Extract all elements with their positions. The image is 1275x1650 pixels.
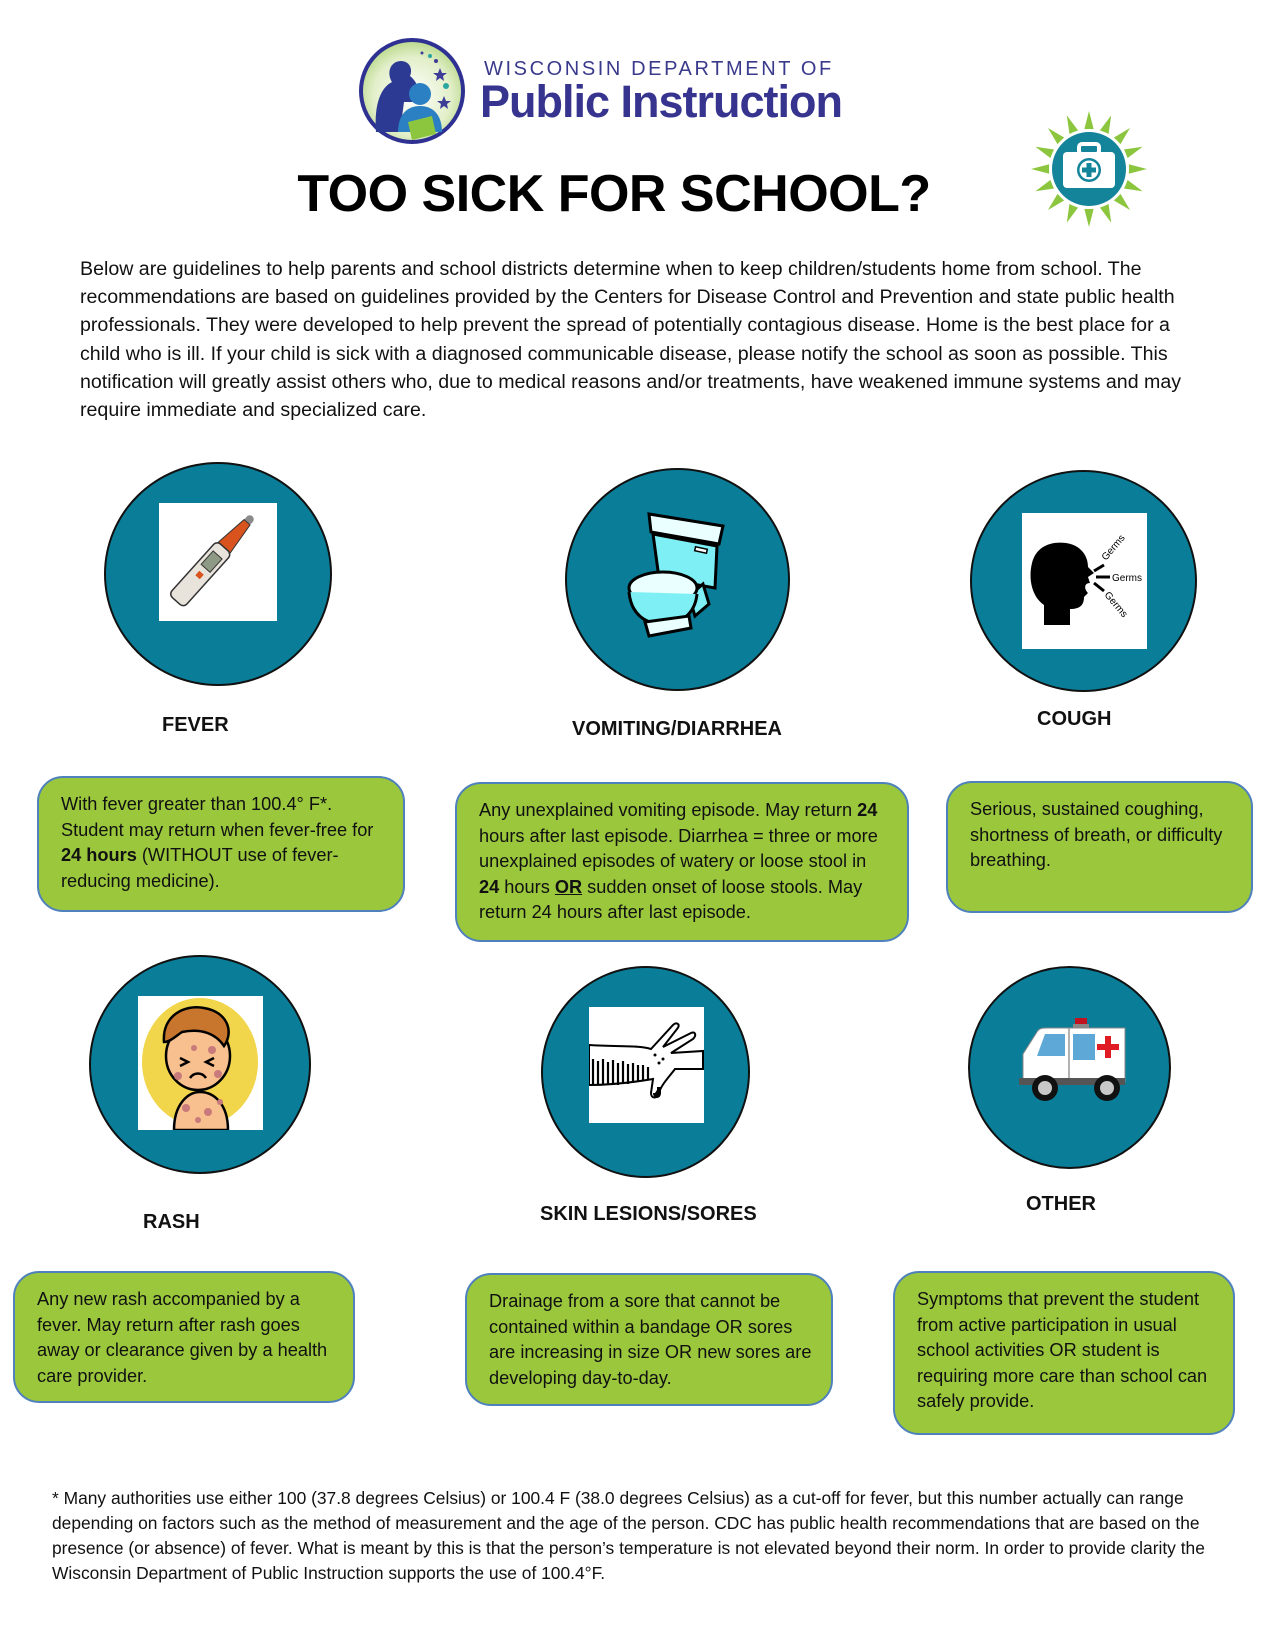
logo-org-name: Public Instruction xyxy=(480,76,843,127)
symptom-box-fever xyxy=(37,776,405,912)
toilet-icon xyxy=(619,504,739,644)
vomit-text-or: OR xyxy=(554,876,583,897)
intro-paragraph: Below are guidelines to help parents and school districts determine when to keep children/students home from school. The recommendations are based on guidelines provided by the Centers for Disease Control and Prevention and state public health professionals. They were developed to help prevent the spread of potentially contagious disease. Home is the best place for a child who is ill. If your child is sick with a diagnosed communicable disease, please notify the school as soon as possible. This notification will greatly assist others who, due to medical reasons and/or treatments, have weakened immune systems and may require immediate and specialized care. xyxy=(80,258,1182,422)
germs-text-1: Germs xyxy=(1099,532,1128,563)
symptom-label-cough: COUGH xyxy=(1037,708,1112,730)
vomit-text-3: hours xyxy=(499,876,555,897)
other-text: Symptoms that prevent the student from active participation in usual school activities OR student is requiring more care than school can safely provide. xyxy=(917,1289,1208,1412)
symptom-label-other: OTHER xyxy=(1026,1193,1096,1215)
fever-text-2: (WITHOUT use of fever-reducing medicine). xyxy=(61,845,339,891)
rash-circle xyxy=(89,955,311,1174)
symptom-label-skin-lesions: SKIN LESIONS/SORES xyxy=(540,1203,757,1225)
badge-ray xyxy=(1084,111,1093,129)
other-circle xyxy=(968,966,1171,1169)
child-with-rash-icon xyxy=(138,996,263,1130)
arm-sores-icon xyxy=(589,1007,704,1123)
vomit-text-bold-2: 24 xyxy=(479,876,500,897)
vomiting-circle xyxy=(565,468,790,691)
coughing-head-icon xyxy=(1022,513,1147,649)
skin-text: Drainage from a sore that cannot be contained within a bandage OR sores are increasing in size OR new sores are developing day-to-day. xyxy=(489,1291,812,1388)
germs-text-3: Germs xyxy=(1101,589,1130,620)
germs-text-2: Germs xyxy=(1112,573,1142,584)
symptom-label-vomiting-diarrhea: VOMITING/DIARRHEA xyxy=(572,718,782,740)
symptom-box-cough xyxy=(946,781,1253,913)
vomit-text-4: sudden onset of loose stools. May return 24 hours after last episode. xyxy=(479,876,863,923)
fever-text-1: With fever greater than 100.4° F*. Student may return when fever-free for xyxy=(61,794,374,840)
symptom-label-fever: FEVER xyxy=(162,714,229,736)
vomit-text-1: Any unexplained vomiting episode. May return xyxy=(479,800,858,820)
symptom-box-rash xyxy=(13,1271,355,1403)
fever-footnote: * Many authorities use either 100 (37.8 degrees Celsius) or 100.4 F (38.0 degrees Celsius) as a cut-off for fever, but this number actually can range depending on factors such as the method of measurement and the age of the person. CDC has public health recommendations that are based on the presence (or absence) of fever. What is meant by this is that the person’s temperature is not elevated beyond their norm. In order to provide clarity the Wisconsin Department of Public Instruction supports the use of 100.4°F. xyxy=(52,1488,1205,1583)
cough-text: Serious, sustained coughing, shortness of breath, or difficulty breathing. xyxy=(970,799,1223,871)
symptom-box-other xyxy=(893,1271,1235,1435)
cough-circle xyxy=(970,470,1197,692)
thermometer-icon xyxy=(159,503,277,621)
rash-text: Any new rash accompanied by a fever. May return after rash goes away or clearance given by a health care provider. xyxy=(37,1289,328,1386)
fever-text-bold: 24 hours xyxy=(61,845,137,866)
skin-lesions-circle xyxy=(541,966,750,1178)
vomit-text-bold-1: 24 xyxy=(857,800,878,820)
vomit-text-2: hours after last episode. Diarrhea = three or more unexplained episodes of watery or loose stool in xyxy=(479,825,878,872)
symptom-box-vomiting-diarrhea xyxy=(455,782,909,942)
fever-circle xyxy=(104,462,332,686)
logo-org-line: WISCONSIN DEPARTMENT OF xyxy=(484,58,834,80)
symptom-label-rash: RASH xyxy=(143,1211,200,1233)
symptom-box-skin-lesions xyxy=(465,1273,833,1406)
dpi-logo-icon xyxy=(356,36,468,146)
page-title: TOO SICK FOR SCHOOL? xyxy=(297,165,931,223)
ambulance-icon xyxy=(1017,1016,1127,1106)
